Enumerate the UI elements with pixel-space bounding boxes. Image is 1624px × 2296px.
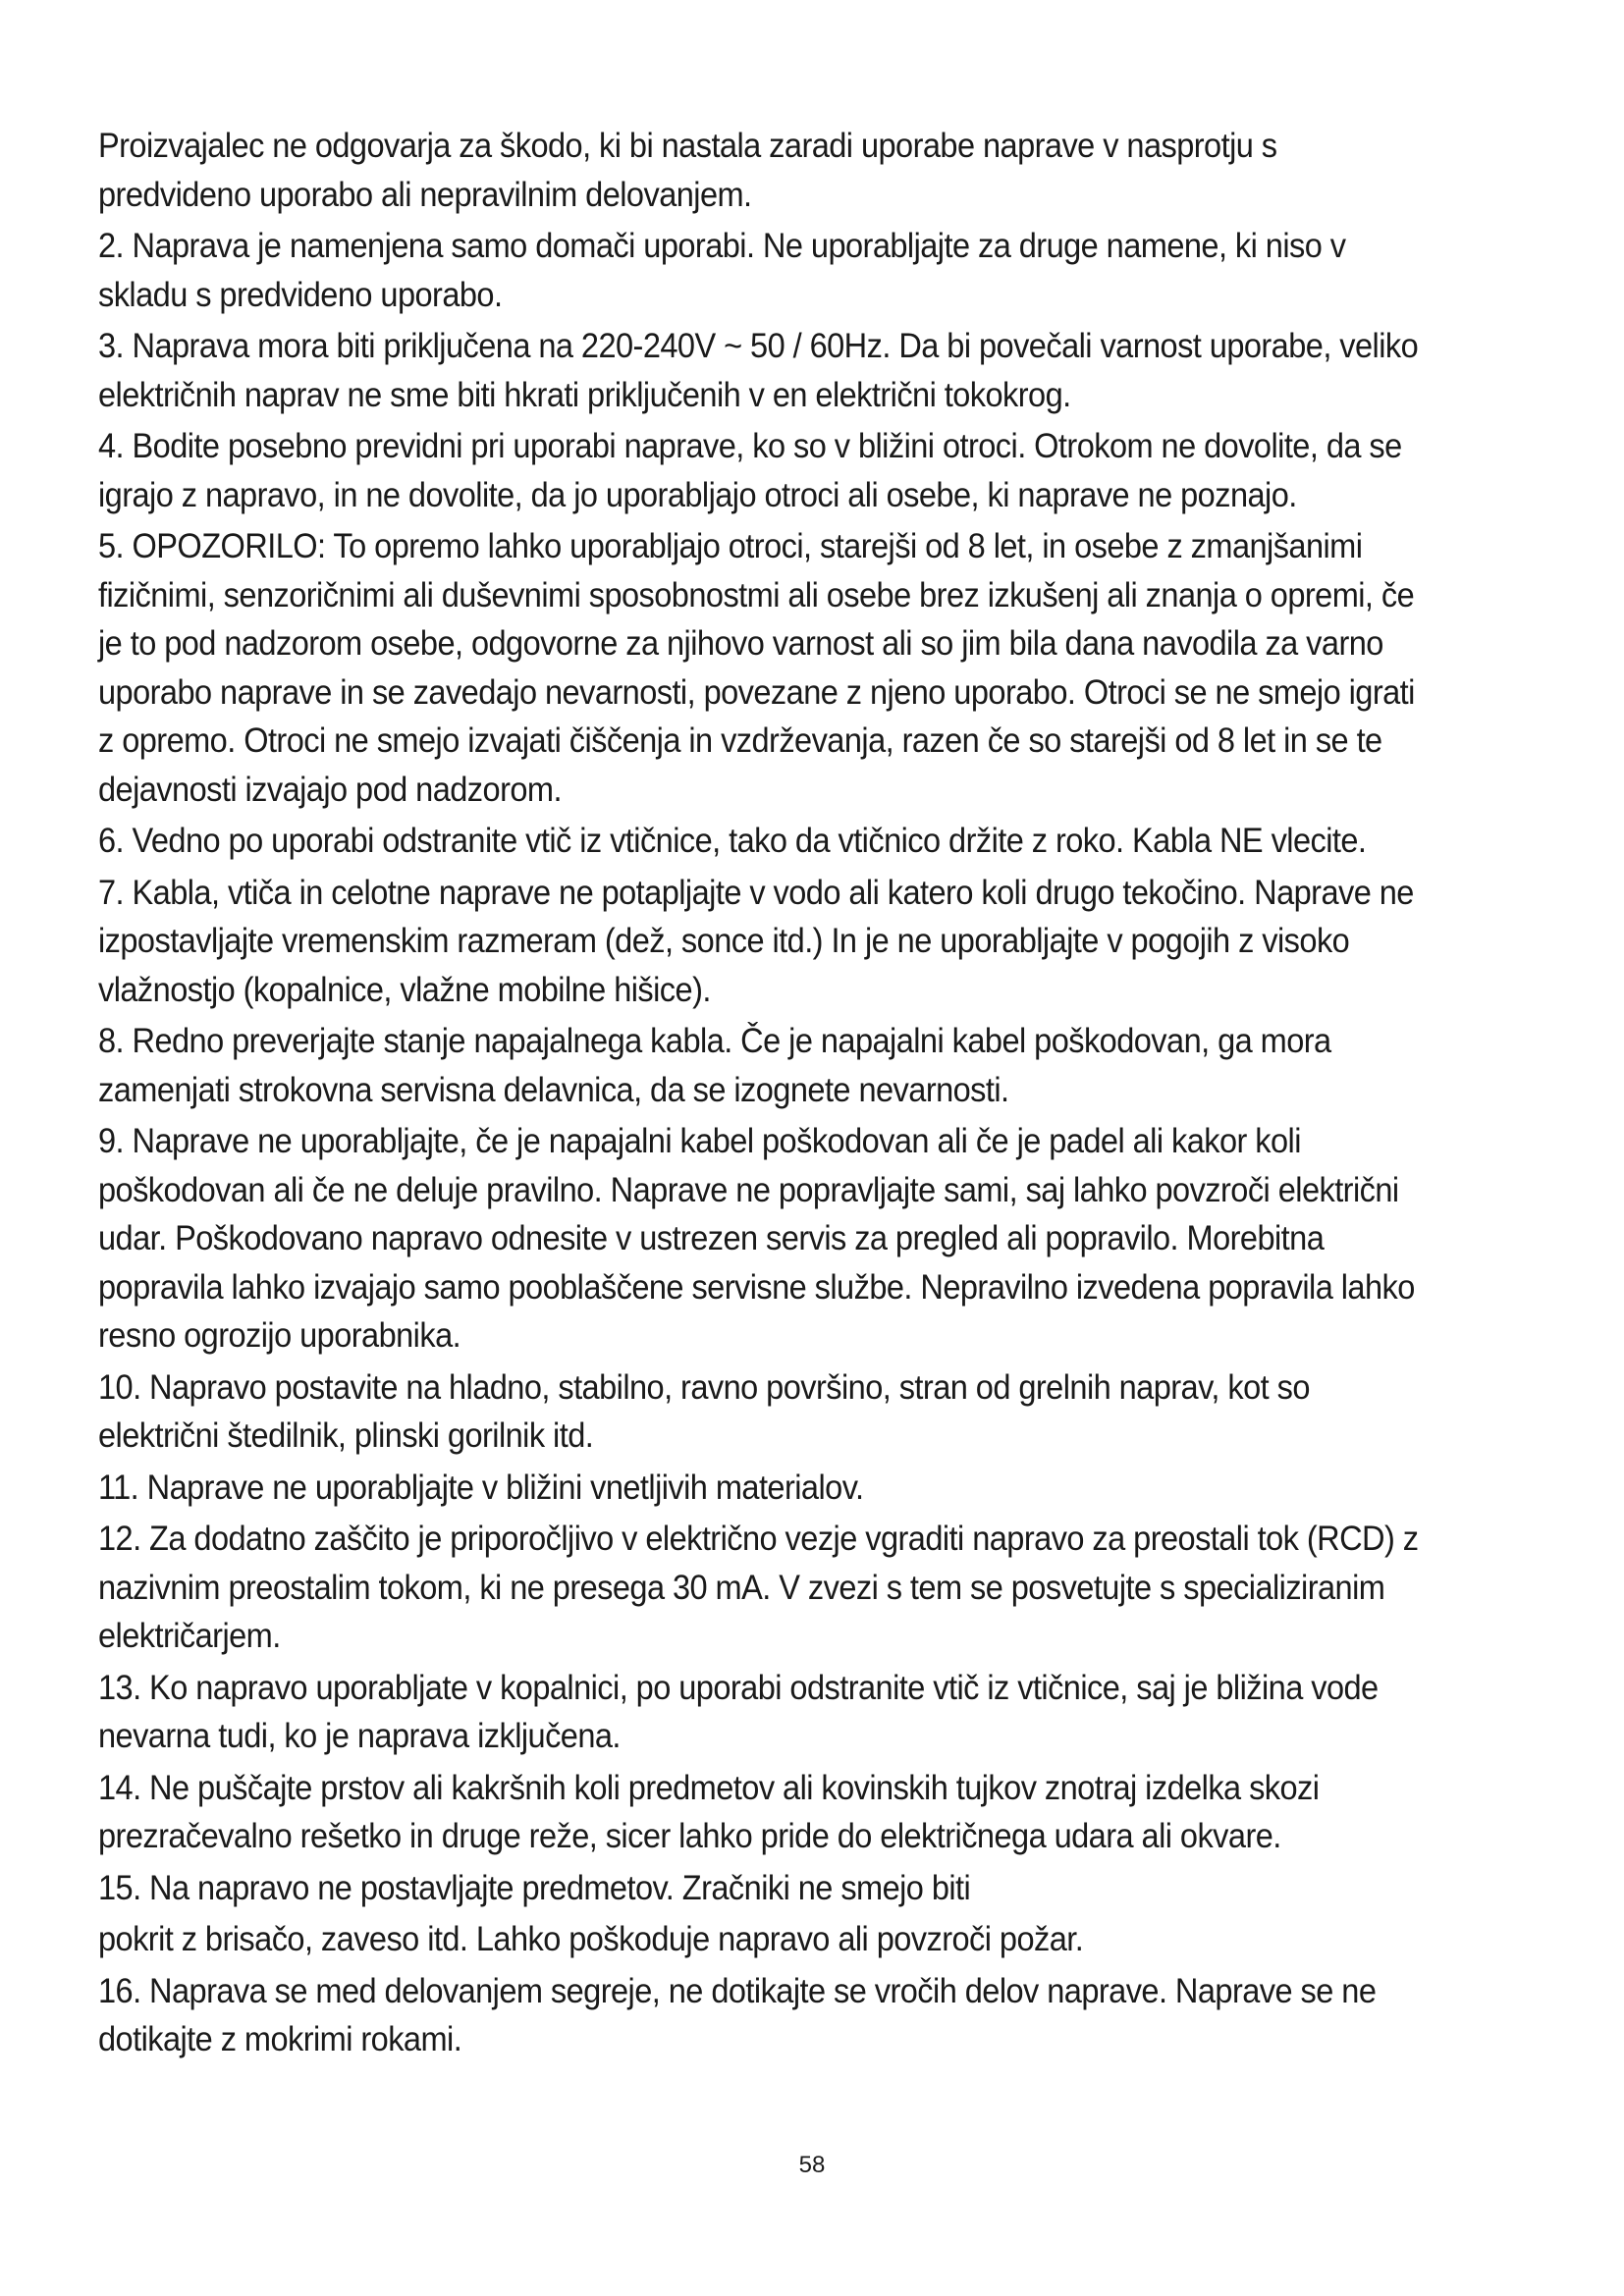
paragraph-item-15: 15. Na napravo ne postavljajte predmetov. Zračniki ne smejo biti xyxy=(98,1868,971,1907)
paragraph-item-4: 4. Bodite posebno previdni pri uporabi naprave, ko so v bližini otroci. Otrokom ne dovolite, da se igrajo z napravo, in ne dovolite, da jo uporabljajo otroci ali osebe, ki naprave ne poznajo. xyxy=(98,427,1402,514)
paragraph-item-6: 6. Vedno po uporabi odstranite vtič iz vtičnice, tako da vtičnico držite z roko. Kabla NE vlecite. xyxy=(98,822,1367,860)
paragraph-item-12: 12. Za dodatno zaščito je priporočljivo v električno vezje vgraditi napravo za preostali tok (RCD) z nazivnim preostalim tokom, ki ne presega 30 mA. V zvezi s tem se posvetujte s specializiranim električarjem. xyxy=(98,1520,1419,1655)
paragraph-item-15-continued: pokrit z brisačo, zaveso itd. Lahko poškoduje napravo ali povzroči požar. xyxy=(98,1920,1084,1958)
paragraph-item-8: 8. Redno preverjajte stanje napajalnega kabla. Če je napajalni kabel poškodovan, ga mora zamenjati strokovna servisna delavnica, da se izognete nevarnosti. xyxy=(98,1022,1331,1109)
paragraph-item-2: 2. Naprava je namenjena samo domači uporabi. Ne uporabljajte za druge namene, ki niso v skladu s predvideno uporabo. xyxy=(98,227,1346,314)
paragraph-item-10: 10. Napravo postavite na hladno, stabilno, ravno površino, stran od grelnih naprav, kot so električni štedilnik, plinski gorilnik itd. xyxy=(98,1367,1310,1455)
paragraph-item-14: 14. Ne puščajte prstov ali kakršnih koli predmetov ali kovinskih tujkov znotraj izdelka skozi prezračevalno rešetko in druge reže, sicer lahko pride do električnega udara ali okvare. xyxy=(98,1768,1320,1855)
page-number: 58 xyxy=(798,2152,826,2178)
document-body xyxy=(98,122,1432,2064)
paragraph-item-16: 16. Naprava se med delovanjem segreje, ne dotikajte se vročih delov naprave. Naprave se ne dotikajte z mokrimi rokami. xyxy=(98,1971,1377,2058)
paragraph-item-9: 9. Naprave ne uporabljajte, če je napajalni kabel poškodovan ali če je padel ali kakor koli poškodovan ali če ne deluje pravilno. Naprave ne popravljajte sami, saj lahko povzroči električni udar. Poškodovano napravo odnesite v ustrezen servis za pregled ali popravilo. Morebitna popravila lahko izvajajo samo pooblaščene servisne službe. Nepravilno izvedena popravila lahko resno ogrozijo uporabnika. xyxy=(98,1122,1415,1355)
paragraph-item-13: 13. Ko napravo uporabljate v kopalnici, po uporabi odstranite vtič iz vtičnice, saj je bližina vode nevarna tudi, ko je naprava izključena. xyxy=(98,1668,1379,1755)
paragraph-intro: Proizvajalec ne odgovarja za škodo, ki bi nastala zaradi uporabe naprave v nasprotju s predvideno uporabo ali nepravilnim delovanjem. xyxy=(98,127,1277,214)
paragraph-item-3: 3. Naprava mora biti priključena na 220-240V ~ 50 / 60Hz. Da bi povečali varnost uporabe, veliko električnih naprav ne sme biti hkrati priključenih v en električni tokokrog. xyxy=(98,327,1419,414)
paragraph-item-5-warning: 5. OPOZORILO: To opremo lahko uporabljajo otroci, starejši od 8 let, in osebe z zmanjšanimi fizičnimi, senzoričnimi ali duševnimi sposobnostmi ali osebe brez izkušenj ali znanja o opremi, če je to pod nadzorom osebe, odgovorne za njihovo varnost ali so jim bila dana navodila za varno uporabo naprave in se zavedajo nevarnosti, povezane z njeno uporabo. Otroci se ne smejo igrati z opremo. Otroci ne smejo izvajati čiščenja in vzdrževanja, razen če so starejši od 8 let in se te dejavnosti izvajajo pod nadzorom. xyxy=(98,527,1415,809)
paragraph-item-7: 7. Kabla, vtiča in celotne naprave ne potapljajte v vodo ali katero koli drugo tekočino. Naprave ne izpostavljajte vremenskim razmeram (dež, sonce itd.) In je ne uporabljajte v pogojih z visoko vlažnostjo (kopalnice, vlažne mobilne hišice). xyxy=(98,873,1414,1009)
paragraph-item-11: 11. Naprave ne uporabljajte v bližini vnetljivih materialov. xyxy=(98,1468,864,1507)
